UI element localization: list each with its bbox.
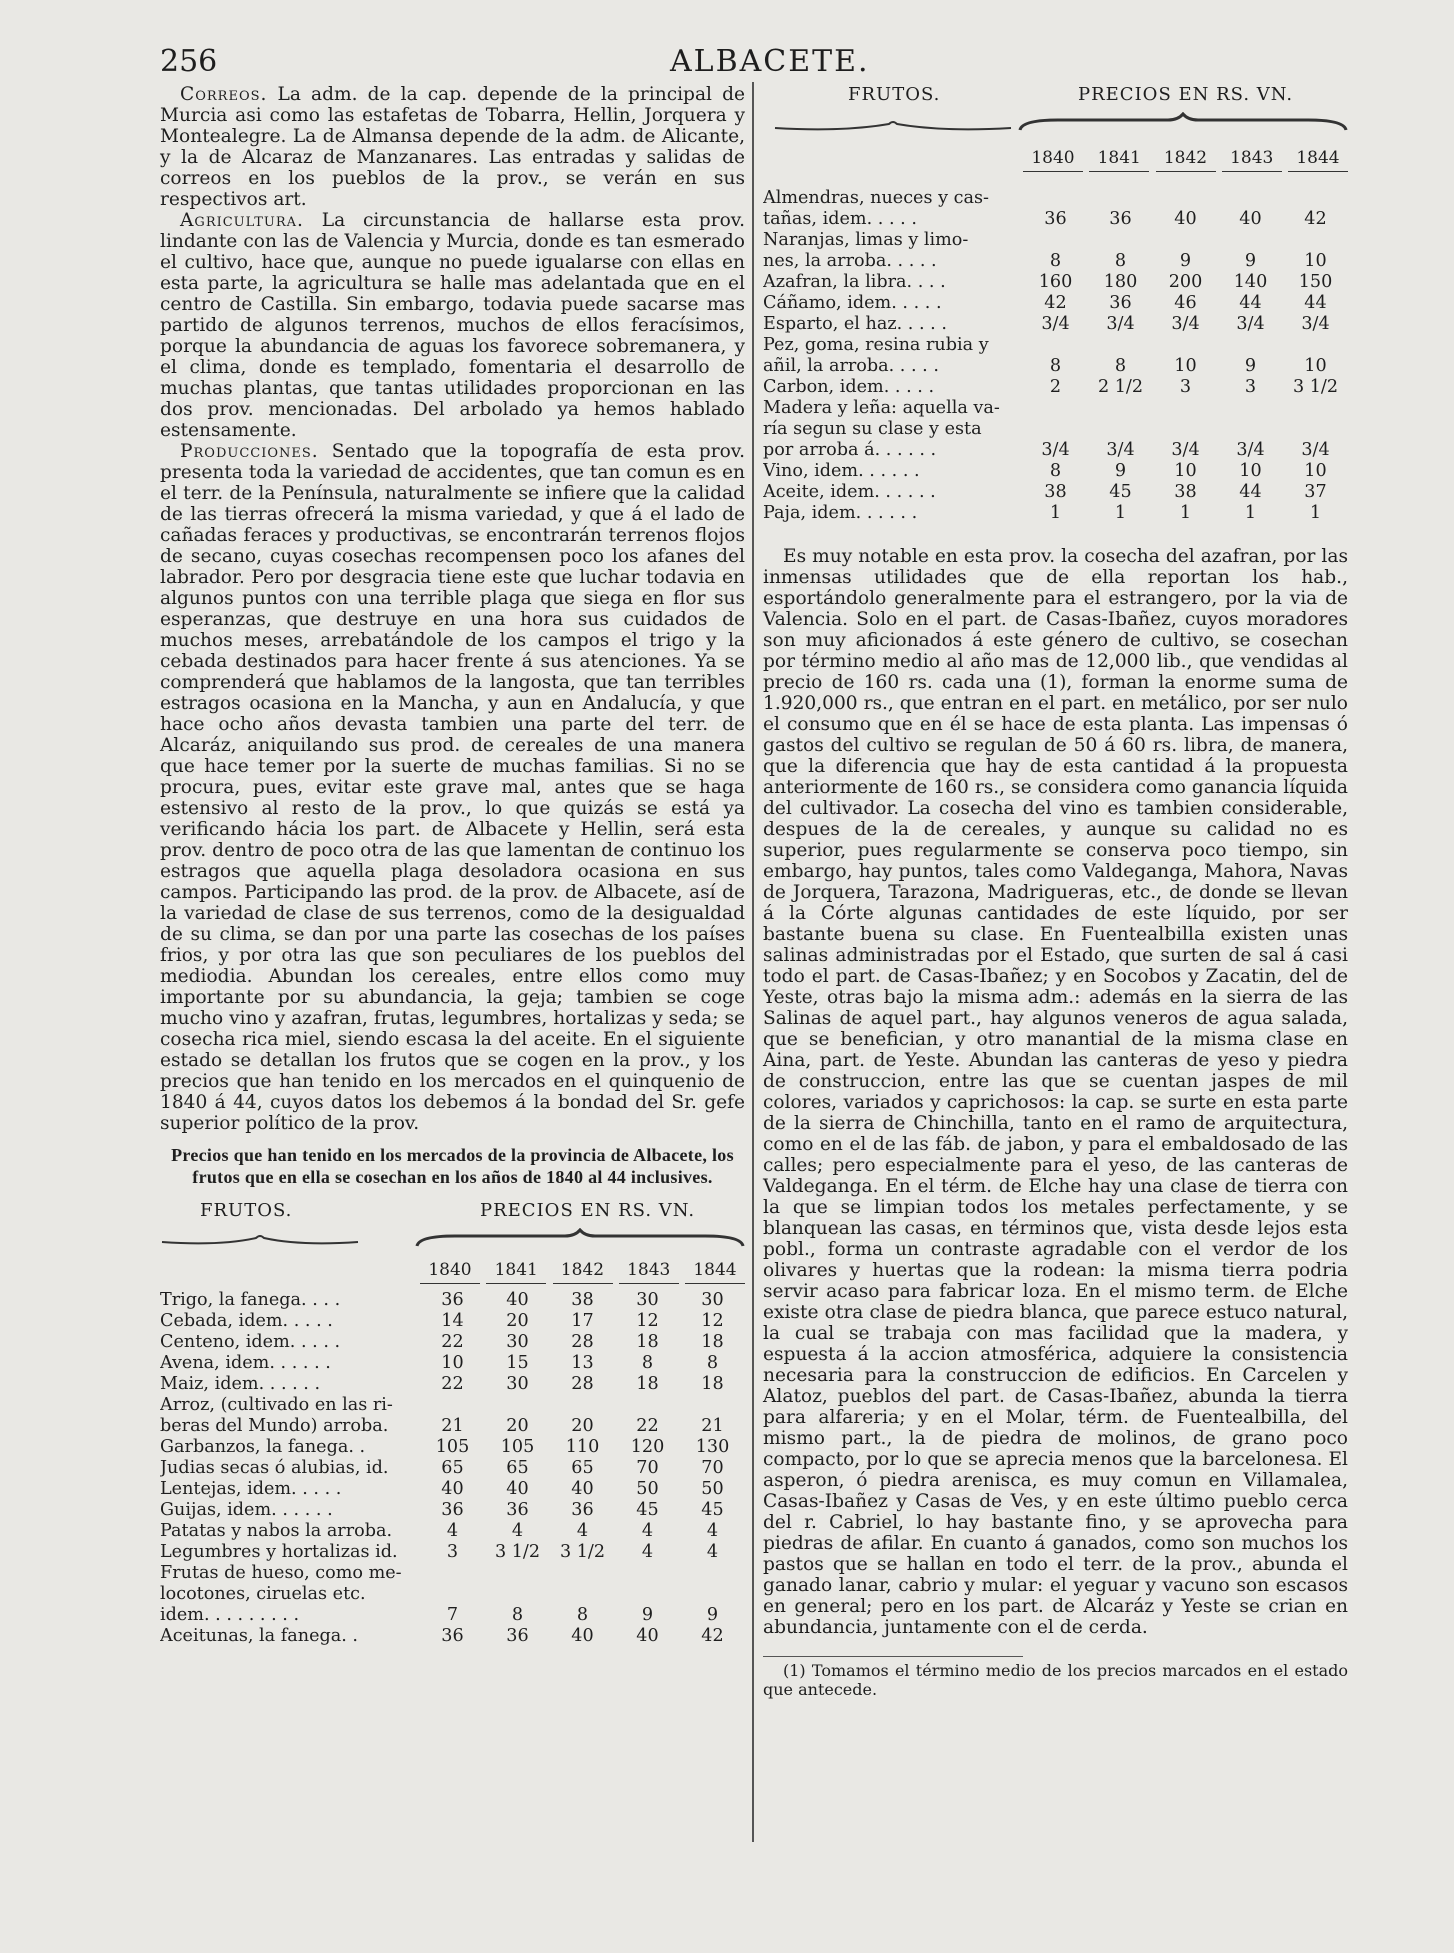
price-cell	[1218, 188, 1283, 209]
price-cell: 22	[636, 1416, 659, 1436]
table-row	[763, 461, 1348, 482]
product-name: Arroz, (cultivado en las ri-	[160, 1395, 393, 1415]
price-cell: 12	[701, 1311, 724, 1331]
price-cell: 4	[706, 1521, 719, 1541]
price-cell	[550, 1584, 615, 1605]
price-cell: 3/4	[1236, 314, 1265, 334]
price-cell: 10	[1239, 461, 1262, 481]
price-cell: 110	[565, 1437, 600, 1457]
price-cell: 3/4	[1106, 440, 1135, 460]
product-name: añil, la arroba. . . . .	[763, 356, 939, 376]
product-name: Aceitunas, la fanega. .	[160, 1626, 359, 1646]
price-cell: 46	[1174, 293, 1197, 313]
product-name: Maiz, idem. . . . . .	[160, 1374, 321, 1394]
price-cell: 40	[506, 1479, 529, 1499]
price-cell: 50	[701, 1479, 724, 1499]
product-name: Carbon, idem. . . . .	[763, 377, 935, 397]
price-cell	[680, 1584, 745, 1605]
price-cell: 120	[630, 1437, 665, 1457]
price-cell	[550, 1563, 615, 1584]
table-row	[763, 188, 1348, 209]
prices-table-right	[763, 188, 1348, 524]
price-cell: 14	[441, 1311, 464, 1331]
price-cell	[1088, 398, 1153, 419]
price-cell: 44	[1239, 482, 1262, 502]
table-row	[763, 335, 1348, 356]
price-cell: 44	[1239, 293, 1262, 313]
price-cell: 21	[441, 1416, 464, 1436]
price-cell: 4	[576, 1521, 589, 1541]
price-cell: 20	[571, 1416, 594, 1436]
price-cell: 10	[1304, 356, 1327, 376]
precios-brace-icon	[1018, 112, 1348, 134]
price-cell	[680, 1395, 745, 1416]
price-cell: 105	[500, 1437, 535, 1457]
price-cell	[1218, 230, 1283, 251]
year-header: 1844	[1288, 148, 1348, 172]
product-name: tañas, idem. . . . .	[763, 209, 917, 229]
product-name: Lentejas, idem. . . . .	[160, 1479, 342, 1499]
table-row	[763, 377, 1348, 398]
price-cell: 40	[1239, 209, 1262, 229]
left-column	[160, 84, 745, 1647]
paragraph-text: Sentado que la topografía de esta prov. presenta toda la variedad de accidentes, que tan comun es en el terr. de la Península, naturalmente se infiere que la calidad de las tierras ofrecerá la misma variedad, y que á el lado de cañadas feraces y productivas, se encontrarán terrenos flojos de secano, cuyas cosechas recompensen poco los afanes del labrador. Pero por desgracia tiene este que luchar todavia en algunos puntos con una terrible plaga que siega en flor sus esperanzas, que destruye en una hora sus cuidados de muchos meses, arrebatándole de los campos el trigo y la cebada destinados para hacer frente á sus atenciones. Ya se comprenderá que hablamos de la langosta, que tan terribles estragos ocasiona en la Mancha, y aun en Andalucía, y que hace ocho años devasta tambien una parte del terr. de Alcaráz, aniquilando sus prod. de cereales de una manera que hace temer por la suerte de muchas familias. Si no se procura, pues, evitar este grave mal, antes que se haga estensivo al resto de la prov., lo que quizás se está ya verificando hácia los part. de Albacete y Hellin, será esta prov. dentro de poco otra de las que lamentan de continuo los estragos que aquella plaga desoladora ocasiona en sus campos. Participando las prod. de la prov. de Albacete, así de la variedad de clase de sus terrenos, como de la desigualdad de su clima, se dan por una parte las cosechas de los países frios, y por otra las que son peculiares de los pueblos del mediodia. Abundan los cereales, entre ellos como muy importante por su abundancia, la geja; tambien se coge mucho vino y azafran, frutas, legumbres, hortalizas y seda; se cosecha rica miel, siendo escasa la del aceite. En el siguiente estado se detallan los frutos que se cogen en la prov., y los precios que han tenido en los mercados en el quinquenio de 1840 á 44, cuyos datos los debemos á la bondad del Sr. gefe superior político de la prov.	[160, 441, 745, 1134]
price-cell: 40	[441, 1479, 464, 1499]
paragraph-producciones	[160, 441, 745, 1134]
price-cell: 22	[441, 1374, 464, 1394]
paragraph-azafran: Es muy notable en esta prov. la cosecha del azafran, por las inmensas utilidades que de ella reportan los hab., esportándolo generalmente para el estrangero, por la via de Valencia. Solo en el part. de Casas-Ibañez, cuyos moradores son muy aficionados á este género de cultivo, se cosechan por término medio al año mas de 12,000 lib., que vendidas al precio de 160 rs. cada una (1), forman la enorme suma de 1.920,000 rs., que entran en el part. en metálico, por ser nulo el consumo que en él se hace de esta planta. Las impensas ó gastos del cultivo se regulan de 50 á 60 rs. libra, de manera, que la diferencia que hay de esta cantidad á la propuesta anteriormente de 160 rs., se considera como ganancia líquida del cultivador. La cosecha del vino es tambien considerable, despues de la de cereales, y aunque su calidad no es superior, pues regularmente se conserva poco tiempo, sin embargo, hay puntos, tales como Valdeganga, Mahora, Navas de Jorquera, Tarazona, Madrigueras, etc., de donde se llevan á la Córte algunas cantidades de este líquido, por ser bastante buena su clase. En Fuentealbilla existen unas salinas administradas por el Estado, que surten de sal á casi todo el part. de Casas-Ibañez; y en Socobos y Zacatin, del de Yeste, otras bajo la misma adm.: además en la sierra de las Salinas de aquel part., hay algunos veneros de agua salada, que se benefician, y otro manantial de la misma clase en Aina, part. de Yeste. Abundan las canteras de yeso y piedra de construccion, entre las que se cuentan jaspes de mil colores, variados y caprichosos: la cap. se surte en esta parte de la sierra de Chinchilla, tanto en el ramo de arquitectura, como en el de las fáb. de jabon, y para el embaldosado de las calles; pero especialmente para el yeso, de las canteras de Valdeganga. En el térm. de Elche hay una clase de tierra con la que se limpian todos los metales perfectamente, y se blanquean las casas, en términos que, vista desde lejos esta pobl., forma un contraste agradable con el verdor de los olivares y huertas que la rodean: la misma tierra podria servir acaso para fabricar loza. En el mismo term. de Elche existe otra clase de piedra blanca, que parece estuco natural, la cual se trabaja con mas facilidad que la madera, y espuesta á la accion atmosférica, adquiere la consistencia necesaria para la construccion de edificios. En Carcelen y Alatoz, pueblos del part. de Casas-Ibañez, abunda la tierra para alfareria; y en el Molar, térm. de Fuentealbilla, del mismo part., la de piedra de molinos, de grano poco compacto, por lo que se aprecia menos que la barcelonesa. El asperon, ó piedra arenisca, es muy comun en Villamalea, Casas-Ibañez y Casas de Ves, y en este último pueblo cerca del r. Cabriel, lo hay bastante fino, y se aprovecha para piedras de afilar. En cuanto á ganados, como son muchos los pastos que se hallan en todo el terr. de la prov., abunda el ganado lanar, cabrio y mular: el yeguar y vacuno son escasos en general; pero en los part. de Alcaráz y Yeste se crian en abundancia, juntamente con el de cerda.	[763, 546, 1348, 1638]
price-cell: 30	[701, 1290, 724, 1310]
price-cell: 42	[701, 1626, 724, 1646]
price-cell: 9	[1179, 251, 1192, 271]
table-row	[160, 1374, 745, 1395]
price-cell	[1283, 398, 1348, 419]
price-cell: 38	[1044, 482, 1067, 502]
price-cell: 10	[1174, 356, 1197, 376]
price-cell: 8	[706, 1353, 719, 1373]
table-header	[160, 1194, 745, 1290]
price-cell: 4	[511, 1521, 524, 1541]
product-name: locotones, ciruelas etc.	[160, 1584, 366, 1604]
price-cell: 36	[506, 1626, 529, 1646]
price-cell: 3 1/2	[1292, 377, 1339, 397]
price-cell: 3/4	[1041, 314, 1070, 334]
price-cell: 50	[636, 1479, 659, 1499]
year-header: 1841	[486, 1260, 546, 1284]
table-row	[160, 1311, 745, 1332]
price-cell	[1153, 230, 1218, 251]
price-cell	[1218, 335, 1283, 356]
table-row	[763, 482, 1348, 503]
price-cell: 3/4	[1041, 440, 1070, 460]
table-row	[160, 1353, 745, 1374]
price-cell: 1	[1309, 503, 1322, 523]
price-cell	[1023, 188, 1088, 209]
price-cell: 40	[571, 1626, 594, 1646]
table-row	[160, 1479, 745, 1500]
price-cell: 45	[636, 1500, 659, 1520]
product-name: Azafran, la libra. . . .	[763, 272, 946, 292]
page-title: ALBACETE.	[670, 44, 870, 79]
right-column	[763, 78, 1348, 1699]
price-cell: 18	[701, 1332, 724, 1352]
product-name: Naranjas, limas y limo-	[763, 230, 969, 250]
price-cell: 30	[506, 1374, 529, 1394]
table-row	[763, 314, 1348, 335]
table-row	[763, 398, 1348, 419]
table-row	[763, 209, 1348, 230]
header-precios: PRECIOS EN RS. VN.	[1078, 84, 1294, 105]
product-name: Aceite, idem. . . . . .	[763, 482, 936, 502]
price-cell: 36	[441, 1500, 464, 1520]
table-row	[160, 1437, 745, 1458]
table-row	[160, 1626, 745, 1647]
frutos-flourish-icon	[773, 118, 1013, 134]
year-header: 1840	[1023, 148, 1083, 172]
table-header	[763, 78, 1348, 178]
price-cell: 45	[1109, 482, 1132, 502]
product-name: Judias secas ó alubias, id.	[160, 1458, 389, 1478]
product-name: Vino, idem. . . . . .	[763, 461, 920, 481]
price-cell: 8	[1114, 356, 1127, 376]
product-name: Garbanzos, la fanega. .	[160, 1437, 366, 1457]
price-cell	[485, 1395, 550, 1416]
price-cell: 1	[1179, 503, 1192, 523]
table-row	[160, 1395, 745, 1416]
price-cell	[1088, 335, 1153, 356]
price-cell	[1283, 188, 1348, 209]
price-cell: 7	[446, 1605, 459, 1625]
year-header: 1840	[420, 1260, 480, 1284]
price-cell: 17	[571, 1311, 594, 1331]
price-cell: 13	[571, 1353, 594, 1373]
price-cell	[1023, 398, 1088, 419]
price-cell: 40	[506, 1290, 529, 1310]
table-row	[160, 1605, 745, 1626]
price-cell: 8	[641, 1353, 654, 1373]
price-cell: 30	[506, 1332, 529, 1352]
price-cell: 1	[1114, 503, 1127, 523]
price-cell	[615, 1563, 680, 1584]
precios-brace-icon	[415, 1228, 745, 1250]
product-name: Guijas, idem. . . . . .	[160, 1500, 333, 1520]
price-cell: 38	[1174, 482, 1197, 502]
year-header: 1844	[685, 1260, 745, 1284]
price-cell: 9	[706, 1605, 719, 1625]
table-row	[160, 1521, 745, 1542]
table-row	[763, 272, 1348, 293]
price-cell: 70	[701, 1458, 724, 1478]
price-cell: 8	[576, 1605, 589, 1625]
price-cell: 3/4	[1171, 440, 1200, 460]
table-row	[160, 1500, 745, 1521]
price-cell: 150	[1298, 272, 1333, 292]
price-cell: 9	[1244, 251, 1257, 271]
paragraph-agricultura	[160, 210, 745, 441]
frutos-flourish-icon	[160, 1232, 360, 1248]
price-cell: 3	[1179, 377, 1192, 397]
year-header: 1843	[619, 1260, 679, 1284]
price-cell	[615, 1584, 680, 1605]
price-cell: 42	[1304, 209, 1327, 229]
table-row	[763, 293, 1348, 314]
price-cell	[1023, 230, 1088, 251]
product-name: Legumbres y hortalizas id.	[160, 1542, 398, 1562]
price-cell: 3	[446, 1542, 459, 1562]
price-cell	[680, 1563, 745, 1584]
price-cell: 8	[1049, 251, 1062, 271]
price-cell: 3	[1244, 377, 1257, 397]
price-cell: 18	[701, 1374, 724, 1394]
price-cell: 4	[641, 1521, 654, 1541]
table-row	[763, 251, 1348, 272]
price-cell	[1023, 335, 1088, 356]
price-cell: 20	[506, 1311, 529, 1331]
price-cell: 10	[1304, 251, 1327, 271]
price-cell: 3 1/2	[494, 1542, 541, 1562]
product-name: Frutas de hueso, como me-	[160, 1563, 402, 1583]
table-row	[763, 419, 1348, 440]
price-cell: 3/4	[1171, 314, 1200, 334]
price-cell: 18	[636, 1332, 659, 1352]
price-cell: 65	[571, 1458, 594, 1478]
year-header: 1841	[1089, 148, 1149, 172]
price-cell: 28	[571, 1332, 594, 1352]
price-cell: 9	[641, 1605, 654, 1625]
price-cell: 10	[1174, 461, 1197, 481]
table-row	[160, 1416, 745, 1437]
price-cell: 160	[1038, 272, 1073, 292]
price-cell: 4	[706, 1542, 719, 1562]
price-cell: 8	[1114, 251, 1127, 271]
price-cell	[1153, 398, 1218, 419]
price-cell: 28	[571, 1374, 594, 1394]
price-cell: 22	[441, 1332, 464, 1352]
price-cell	[1153, 419, 1218, 440]
price-cell: 1	[1244, 503, 1257, 523]
price-cell	[485, 1563, 550, 1584]
table-row	[763, 356, 1348, 377]
product-name: idem. . . . . . . . .	[160, 1605, 300, 1625]
year-headers	[420, 1260, 745, 1284]
column-divider	[752, 82, 754, 1842]
paragraph-correos	[160, 84, 745, 210]
price-cell: 36	[1109, 209, 1132, 229]
product-name: Cebada, idem. . . . .	[160, 1311, 333, 1331]
table-row	[763, 230, 1348, 251]
price-cell	[550, 1395, 615, 1416]
price-cell: 130	[695, 1437, 730, 1457]
price-cell: 8	[1049, 356, 1062, 376]
price-cell	[1283, 419, 1348, 440]
table-row	[160, 1458, 745, 1479]
price-cell	[1218, 419, 1283, 440]
price-cell: 40	[571, 1479, 594, 1499]
price-cell: 36	[441, 1626, 464, 1646]
price-cell: 9	[1244, 356, 1257, 376]
product-name: Paja, idem. . . . . .	[763, 503, 918, 523]
table-row	[763, 440, 1348, 461]
price-cell: 40	[1174, 209, 1197, 229]
price-cell	[1088, 419, 1153, 440]
price-cell	[1153, 335, 1218, 356]
price-cell: 2 1/2	[1097, 377, 1144, 397]
price-cell: 3 1/2	[559, 1542, 606, 1562]
price-cell	[1153, 188, 1218, 209]
price-cell	[1218, 398, 1283, 419]
price-cell: 8	[1049, 461, 1062, 481]
price-cell: 37	[1304, 482, 1327, 502]
price-cell	[1283, 335, 1348, 356]
price-cell: 3/4	[1236, 440, 1265, 460]
product-name: Cáñamo, idem. . . . .	[763, 293, 942, 313]
price-cell: 21	[701, 1416, 724, 1436]
footnote-rule	[763, 1656, 1023, 1657]
page-number: 256	[160, 44, 218, 79]
price-cell	[420, 1395, 485, 1416]
price-cell: 65	[506, 1458, 529, 1478]
section-lead: Correos.	[180, 84, 268, 105]
price-cell: 15	[506, 1353, 529, 1373]
product-name: Patatas y nabos la arroba.	[160, 1521, 393, 1541]
table-row	[160, 1563, 745, 1584]
table-title: Precios que han tenido en los mercados de la provincia de Albacete, los frutos que en ella se cosechan en los años de 1840 al 44 inclusives.	[171, 1145, 734, 1187]
year-headers	[1023, 148, 1348, 172]
price-cell: 9	[1114, 461, 1127, 481]
footnote: (1) Tomamos el término medio de los precios marcados en el estado que antecede.	[763, 1661, 1348, 1699]
product-name: Almendras, nueces y cas-	[763, 188, 989, 208]
header-frutos: FRUTOS.	[848, 84, 941, 105]
table-row	[160, 1542, 745, 1563]
price-cell	[420, 1584, 485, 1605]
price-cell: 20	[506, 1416, 529, 1436]
price-cell: 40	[636, 1626, 659, 1646]
price-cell: 4	[446, 1521, 459, 1541]
product-name: Pez, goma, resina rubia y	[763, 335, 989, 355]
price-cell: 140	[1233, 272, 1268, 292]
price-cell: 3/4	[1106, 314, 1135, 334]
price-cell: 18	[636, 1374, 659, 1394]
section-lead: Agricultura.	[180, 210, 304, 231]
price-cell: 2	[1049, 377, 1062, 397]
price-cell	[420, 1563, 485, 1584]
price-cell: 42	[1044, 293, 1067, 313]
price-cell: 36	[1109, 293, 1132, 313]
table-row	[160, 1332, 745, 1353]
product-name: Madera y leña: aquella va-	[763, 398, 1000, 418]
price-cell: 105	[435, 1437, 470, 1457]
price-cell: 4	[641, 1542, 654, 1562]
price-cell: 70	[636, 1458, 659, 1478]
price-cell: 8	[511, 1605, 524, 1625]
product-name: beras del Mundo) arroba.	[160, 1416, 389, 1436]
price-cell: 3/4	[1301, 314, 1330, 334]
price-cell: 12	[636, 1311, 659, 1331]
year-header: 1843	[1222, 148, 1282, 172]
section-lead: Producciones.	[180, 441, 319, 462]
price-cell: 44	[1304, 293, 1327, 313]
price-cell	[485, 1584, 550, 1605]
price-cell: 10	[441, 1353, 464, 1373]
price-cell: 36	[506, 1500, 529, 1520]
price-cell: 36	[1044, 209, 1067, 229]
price-cell	[1088, 188, 1153, 209]
price-cell: 65	[441, 1458, 464, 1478]
prices-table-left	[160, 1290, 745, 1647]
price-cell: 36	[441, 1290, 464, 1310]
product-name: nes, la arroba. . . . .	[763, 251, 937, 271]
price-cell	[1283, 230, 1348, 251]
product-name: por arroba á. . . . . .	[763, 440, 937, 460]
header-precios: PRECIOS EN RS. VN.	[480, 1200, 696, 1221]
price-cell: 180	[1103, 272, 1138, 292]
price-cell: 1	[1049, 503, 1062, 523]
paragraph-text: La circunstancia de hallarse esta prov. lindante con las de Valencia y Murcia, donde es tan esmerado el cultivo, hace que, aunque no puede igualarse con ellas en esta parte, la agricultura se halle mas adelantada que en el centro de Castilla. Sin embargo, todavia puede sacarse mas partido de algunos terrenos, muchos de ellos feracísimos, porque la abundancia de aguas los favorece sobremanera, y el clima, donde es templado, fomentaria el desarrollo de muchas plantas, que tantas utilidades proporcionan en las dos prov. mencionadas. Del arbolado ya hemos hablado estensamente.	[160, 210, 745, 441]
product-name: Avena, idem. . . . . .	[160, 1353, 331, 1373]
price-cell: 38	[571, 1290, 594, 1310]
price-cell: 45	[701, 1500, 724, 1520]
product-name: Esparto, el haz. . . . .	[763, 314, 947, 334]
table-row	[160, 1290, 745, 1311]
price-cell	[1023, 419, 1088, 440]
table-row	[763, 503, 1348, 524]
price-cell: 30	[636, 1290, 659, 1310]
header-frutos: FRUTOS.	[200, 1200, 293, 1221]
paragraph-text: La adm. de la cap. depende de la principal de Murcia asi como las estafetas de Tobarra, Hellin, Jorquera y Montealegre. La de Almansa depende de la adm. de Alicante, y la de Alcaraz de Manzanares. Las entradas y salidas de correos en los pueblos de la prov., se verán en sus respectivos art.	[160, 84, 745, 210]
table-row	[160, 1584, 745, 1605]
price-cell	[1088, 230, 1153, 251]
year-header: 1842	[553, 1260, 613, 1284]
price-cell	[615, 1395, 680, 1416]
product-name: Trigo, la fanega. . . .	[160, 1290, 341, 1310]
product-name: ría segun su clase y esta	[763, 419, 982, 439]
product-name: Centeno, idem. . . . .	[160, 1332, 341, 1352]
price-cell: 10	[1304, 461, 1327, 481]
price-cell: 36	[571, 1500, 594, 1520]
price-cell: 3/4	[1301, 440, 1330, 460]
year-header: 1842	[1156, 148, 1216, 172]
price-cell: 200	[1168, 272, 1203, 292]
